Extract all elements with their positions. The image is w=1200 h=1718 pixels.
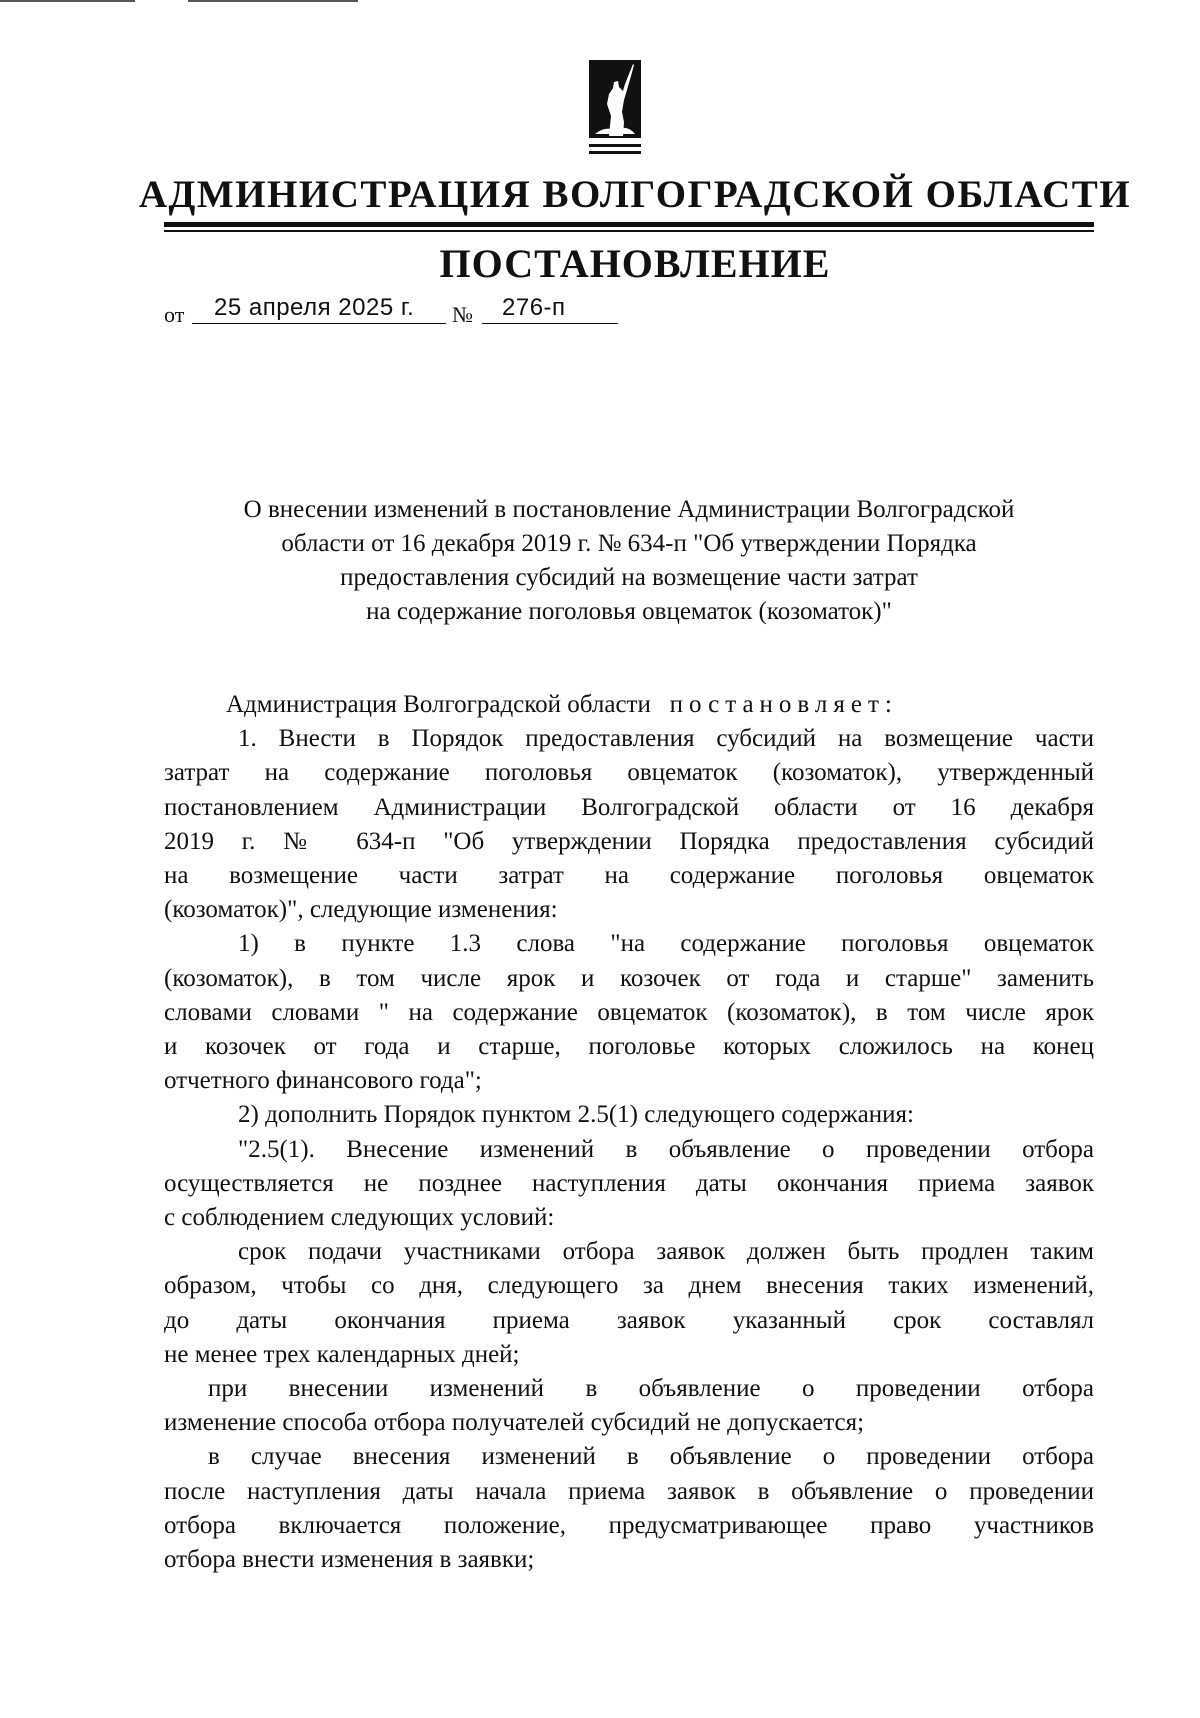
body-line: до даты окончания приема заявок указанный срок составлял xyxy=(164,1306,1094,1334)
document-body xyxy=(164,688,1094,1577)
document-type-title: ПОСТАНОВЛЕНИЕ xyxy=(439,241,831,286)
subject-line: области от 16 декабря 2019 г. № 634-п "Об утверждении Порядка xyxy=(281,530,977,557)
body-line: затрат на содержание поголовья овцематок (козоматок), утвержденный xyxy=(164,759,1094,787)
volgograd-region-emblem-icon xyxy=(589,60,641,156)
body-line: не менее трех календарных дней; xyxy=(164,1340,520,1368)
preamble-line xyxy=(164,688,1094,722)
body-line: 1. Внести в Порядок предоставления субсидий на возмещение части xyxy=(238,725,1094,753)
scan-edge-mark xyxy=(0,0,135,2)
body-line: изменение способа отбора получателей субсидий не допускается; xyxy=(164,1409,865,1437)
body-line: постановлением Администрации Волгоградской области от 16 декабря xyxy=(164,793,1094,821)
date-prefix-label: от xyxy=(164,302,185,327)
body-line: срок подачи участниками отбора заявок должен быть продлен таким xyxy=(238,1238,1094,1266)
body-line: с соблюдением следующих условий: xyxy=(164,1204,555,1232)
body-line: (козоматок), в том числе ярок и козочек от года и старше" заменить xyxy=(164,964,1094,992)
body-line: 2019 г. № 634-п "Об утверждении Порядка предоставления субсидий xyxy=(164,827,1094,855)
date-underline xyxy=(192,323,446,324)
body-line: словами словами " на содержание овцематок (козоматок), в том числе ярок xyxy=(164,998,1094,1026)
body-line: отбора внести изменения в заявки; xyxy=(164,1546,535,1574)
organization-title: АДМИНИСТРАЦИЯ ВОЛГОГРАДСКОЙ ОБЛАСТИ xyxy=(138,173,1132,216)
document-date: 25 апреля 2025 г. xyxy=(214,294,415,321)
document-number: 276-п xyxy=(502,294,566,321)
body-line: отчетного финансового года"; xyxy=(164,1067,482,1095)
body-line: после наступления даты начала приема заявок в объявление о проведении xyxy=(164,1477,1094,1505)
preamble-action: постановляет: xyxy=(669,691,898,718)
body-line: образом, чтобы со дня, следующего за днем внесения таких изменений, xyxy=(164,1272,1094,1300)
subject-line: предоставления субсидий на возмещение части затрат xyxy=(340,564,918,591)
body-line: "2.5(1). Внесение изменений в объявление о проведении отбора xyxy=(238,1135,1094,1163)
body-line: (козоматок)", следующие изменения: xyxy=(164,896,558,924)
preamble-text: Администрация Волгоградской области xyxy=(226,691,651,718)
scan-edge-mark xyxy=(188,0,358,2)
body-line: при внесении изменений в объявление о проведении отбора xyxy=(208,1375,1094,1403)
number-underline xyxy=(482,323,618,324)
registration-line xyxy=(164,290,624,334)
subject-line: О внесении изменений в постановление Администрации Волгоградской xyxy=(243,496,1015,523)
header-rule xyxy=(164,222,1094,227)
body-line: 1) в пункте 1.3 слова "на содержание поголовья овцематок xyxy=(238,930,1094,958)
body-line: осуществляется не позднее наступления даты окончания приема заявок xyxy=(164,1169,1094,1197)
number-sign-label: № xyxy=(452,302,473,327)
body-line: 2) дополнить Порядок пунктом 2.5(1) следующего содержания: xyxy=(238,1101,914,1129)
body-line: и козочек от года и старше, поголовье которых сложилось на конец xyxy=(164,1033,1094,1061)
body-line: на возмещение части затрат на содержание поголовья овцематок xyxy=(164,862,1094,890)
body-line: в случае внесения изменений в объявление о проведении отбора xyxy=(208,1443,1094,1471)
header-rule xyxy=(164,230,1094,232)
body-line: отбора включается положение, предусматривающее право участников xyxy=(164,1511,1094,1539)
document-subject xyxy=(164,493,1094,629)
subject-line: на содержание поголовья овцематок (козоматок)" xyxy=(366,598,892,625)
